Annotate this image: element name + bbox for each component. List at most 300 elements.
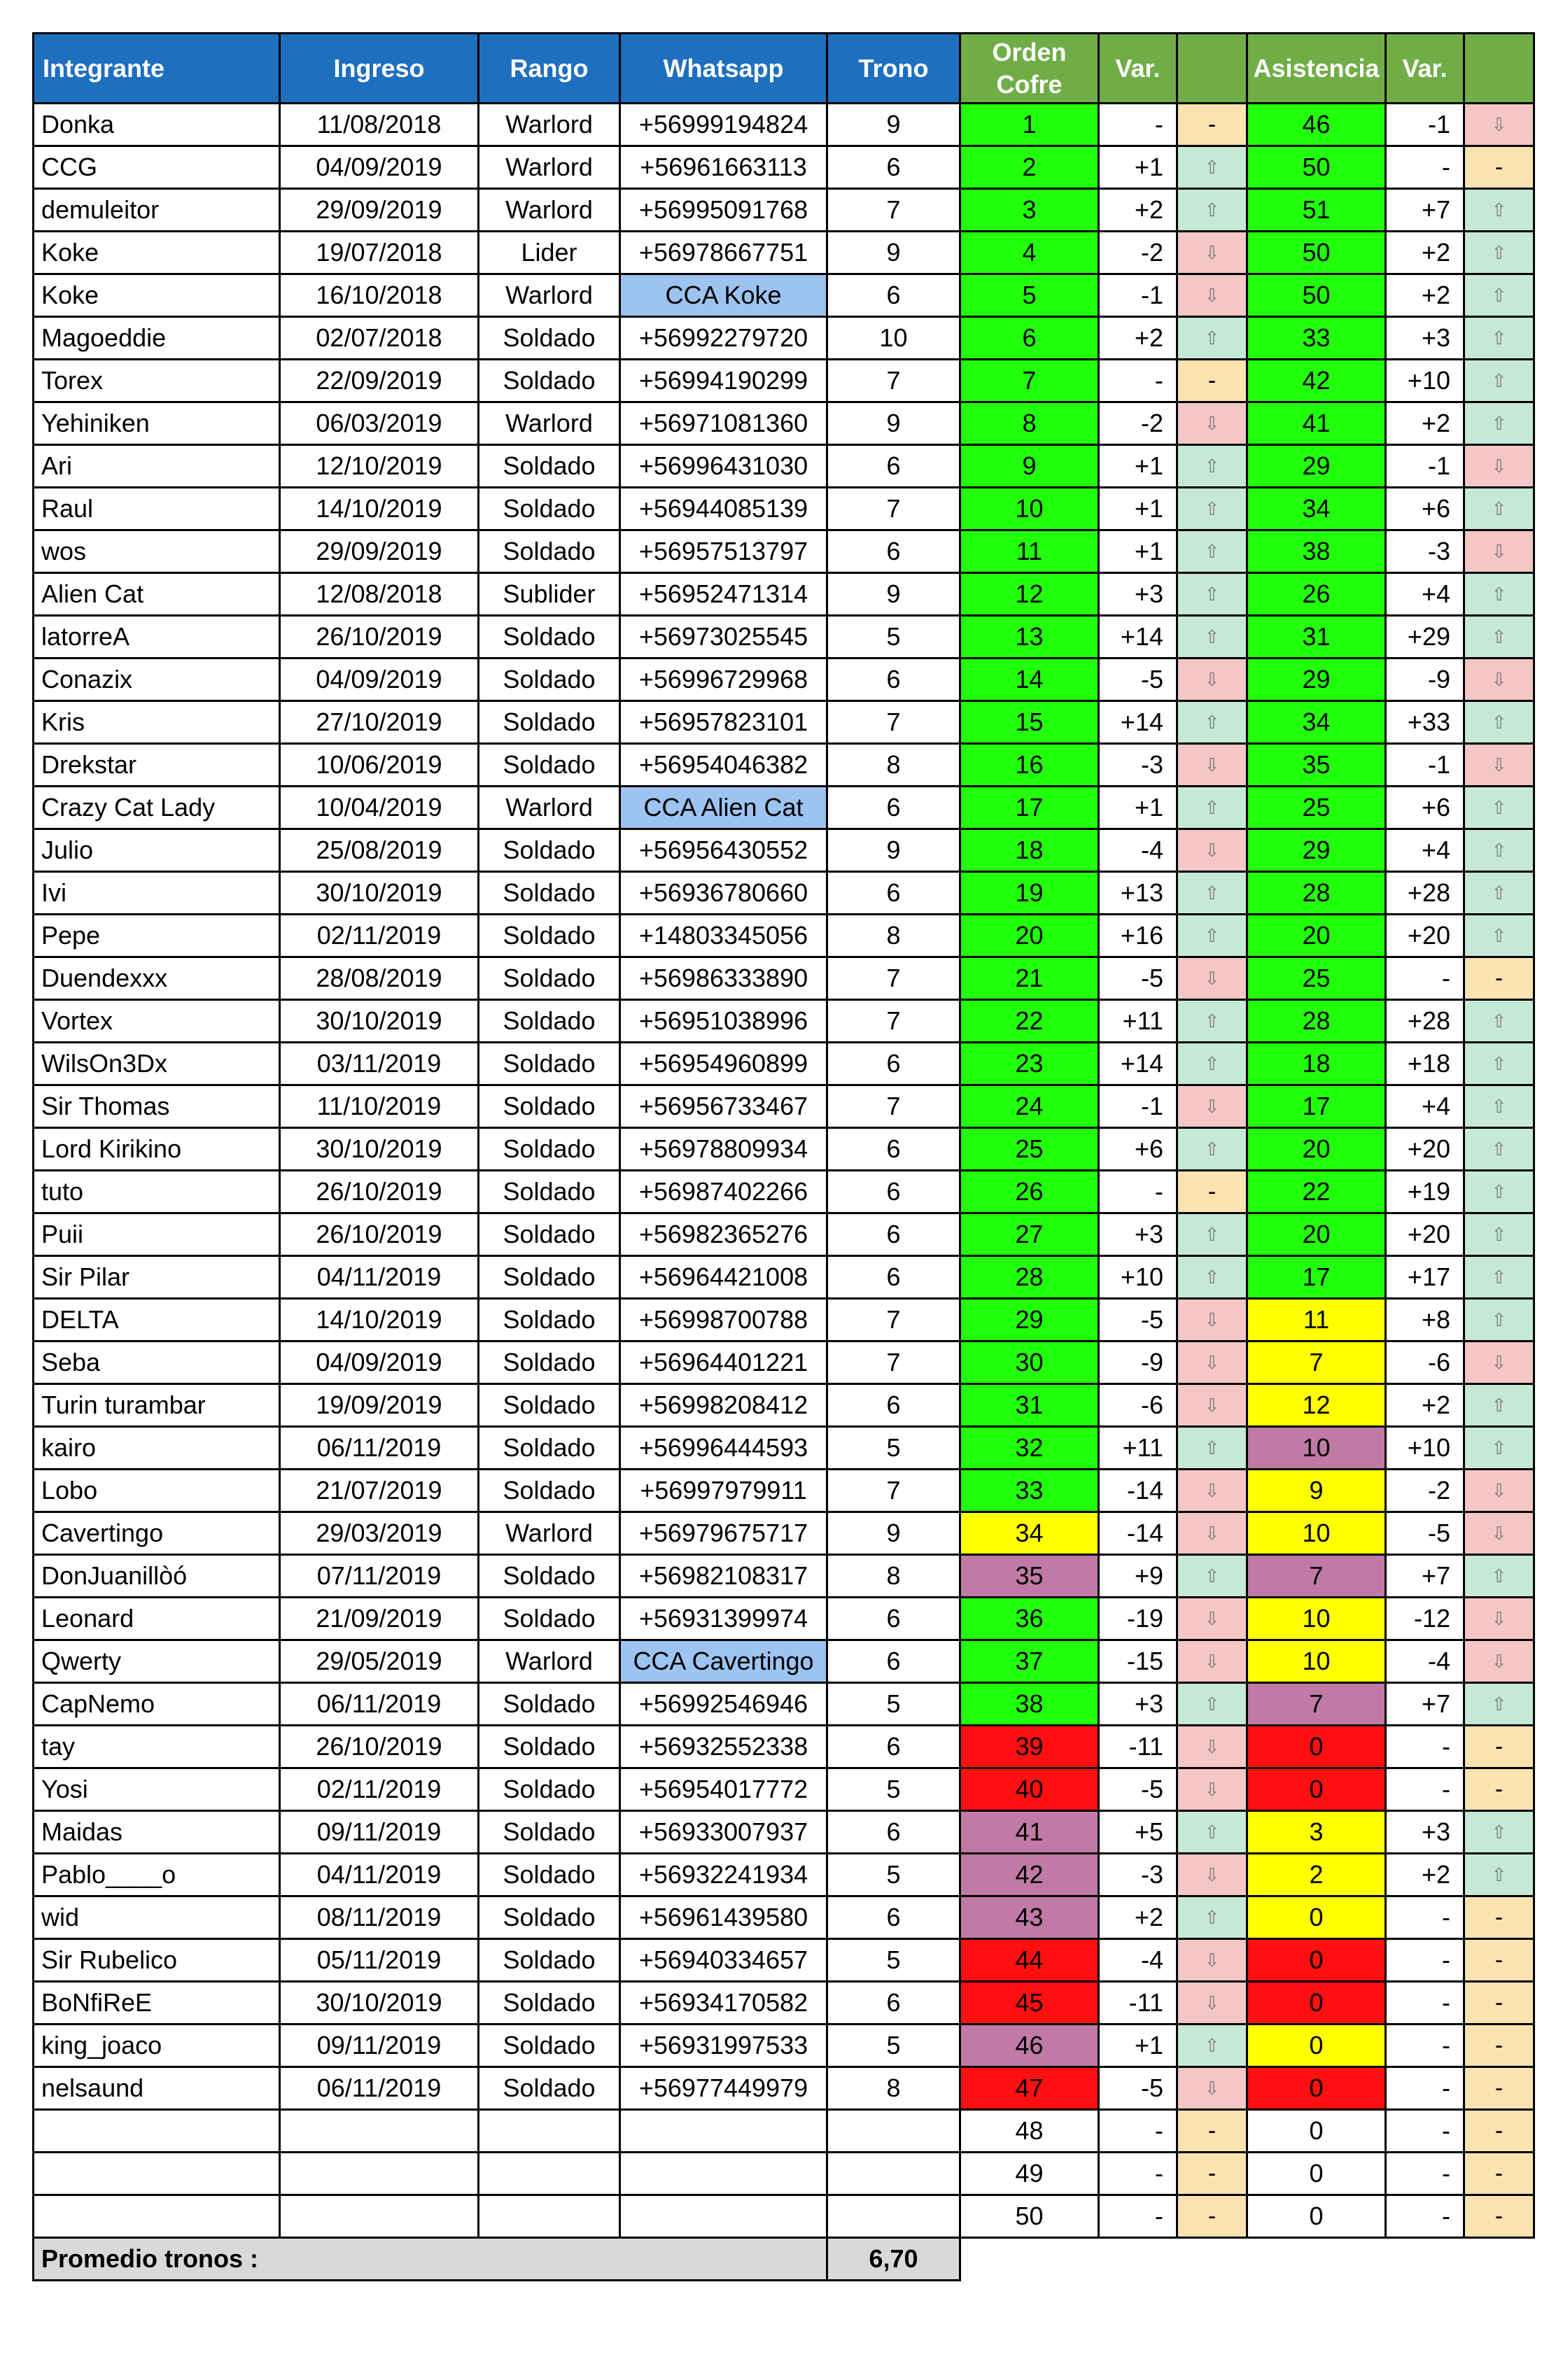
arrow-asistencia-cell[interactable] [1464, 616, 1534, 659]
asistencia-cell[interactable]: 11 [1247, 1299, 1386, 1342]
whatsapp-cell[interactable]: +56995091768 [620, 189, 827, 232]
whatsapp-cell[interactable]: +56992546946 [620, 1683, 827, 1726]
var-orden-cell[interactable]: -5 [1099, 659, 1177, 701]
asistencia-cell[interactable]: 41 [1247, 402, 1386, 445]
orden-cofre-cell[interactable]: 22 [960, 1000, 1099, 1043]
arrow-asistencia-cell[interactable] [1464, 1384, 1534, 1427]
table-row[interactable] [34, 1512, 1534, 1555]
orden-cofre-cell[interactable]: 4 [960, 232, 1099, 274]
rango-cell[interactable]: Soldado [479, 488, 620, 530]
whatsapp-cell[interactable]: +56982365276 [620, 1213, 827, 1256]
asistencia-cell[interactable]: 18 [1247, 1043, 1386, 1085]
arrow-orden-cell[interactable] [1177, 1342, 1247, 1384]
arrow-asistencia-cell[interactable] [1464, 744, 1534, 787]
table-row[interactable] [34, 274, 1534, 317]
orden-cofre-cell[interactable]: 3 [960, 189, 1099, 232]
var-asistencia-cell[interactable]: +2 [1386, 274, 1464, 317]
arrow-orden-cell[interactable] [1177, 1043, 1247, 1085]
arrow-asistencia-cell[interactable] [1464, 402, 1534, 445]
rango-cell[interactable] [479, 2110, 620, 2153]
arrow-asistencia-cell[interactable] [1464, 232, 1534, 274]
trono-cell[interactable]: 7 [827, 701, 960, 744]
whatsapp-cell[interactable]: +56936780660 [620, 872, 827, 915]
var-asistencia-cell[interactable]: +28 [1386, 1000, 1464, 1043]
trono-cell[interactable]: 7 [827, 360, 960, 402]
table-row[interactable] [34, 1213, 1534, 1256]
rango-cell[interactable]: Soldado [479, 1939, 620, 1982]
orden-cofre-cell[interactable]: 6 [960, 317, 1099, 360]
var-orden-cell[interactable]: +6 [1099, 1128, 1177, 1171]
var-orden-cell[interactable]: -6 [1099, 1384, 1177, 1427]
table-row[interactable] [34, 1982, 1534, 2025]
whatsapp-cell[interactable]: +56994190299 [620, 360, 827, 402]
ingreso-cell[interactable]: 28/08/2019 [280, 957, 479, 1000]
whatsapp-cell[interactable]: +56954046382 [620, 744, 827, 787]
var-asistencia-cell[interactable]: -1 [1386, 445, 1464, 488]
whatsapp-cell[interactable]: +56944085139 [620, 488, 827, 530]
asistencia-cell[interactable]: 0 [1247, 2110, 1386, 2153]
rango-cell[interactable]: Soldado [479, 1085, 620, 1128]
var-asistencia-cell[interactable]: - [1386, 2110, 1464, 2153]
asistencia-cell[interactable]: 10 [1247, 1512, 1386, 1555]
whatsapp-cell[interactable]: +56934170582 [620, 1982, 827, 2025]
whatsapp-cell[interactable]: +56978667751 [620, 232, 827, 274]
var-orden-cell[interactable]: -19 [1099, 1598, 1177, 1640]
var-asistencia-cell[interactable]: - [1386, 1896, 1464, 1939]
arrow-orden-cell[interactable] [1177, 2153, 1247, 2195]
table-row[interactable] [34, 1768, 1534, 1811]
ingreso-cell[interactable]: 26/10/2019 [280, 1171, 479, 1213]
table-row[interactable] [34, 872, 1534, 915]
trono-cell[interactable]: 6 [827, 1726, 960, 1768]
table-row[interactable] [34, 744, 1534, 787]
trono-cell[interactable]: 6 [827, 1213, 960, 1256]
whatsapp-cell[interactable]: +56986333890 [620, 957, 827, 1000]
asistencia-cell[interactable]: 28 [1247, 1000, 1386, 1043]
member-name-cell[interactable]: Maidas [34, 1811, 280, 1854]
member-name-cell[interactable]: tay [34, 1726, 280, 1768]
asistencia-cell[interactable]: 0 [1247, 2153, 1386, 2195]
var-asistencia-cell[interactable]: +4 [1386, 1085, 1464, 1128]
var-orden-cell[interactable]: -14 [1099, 1512, 1177, 1555]
trono-cell[interactable]: 6 [827, 146, 960, 189]
whatsapp-cell[interactable]: +56998208412 [620, 1384, 827, 1427]
trono-cell[interactable]: 5 [827, 1854, 960, 1896]
arrow-orden-cell[interactable] [1177, 360, 1247, 402]
orden-cofre-cell[interactable]: 1 [960, 104, 1099, 146]
asistencia-cell[interactable]: 42 [1247, 360, 1386, 402]
orden-cofre-cell[interactable]: 38 [960, 1683, 1099, 1726]
orden-cofre-cell[interactable]: 16 [960, 744, 1099, 787]
asistencia-cell[interactable]: 9 [1247, 1470, 1386, 1512]
rango-cell[interactable]: Soldado [479, 317, 620, 360]
rango-cell[interactable]: Warlord [479, 189, 620, 232]
asistencia-cell[interactable]: 46 [1247, 104, 1386, 146]
ingreso-cell[interactable]: 26/10/2019 [280, 616, 479, 659]
trono-cell[interactable]: 9 [827, 829, 960, 872]
member-name-cell[interactable]: Cavertingo [34, 1512, 280, 1555]
arrow-asistencia-cell[interactable] [1464, 1555, 1534, 1598]
ingreso-cell[interactable]: 26/10/2019 [280, 1213, 479, 1256]
orden-cofre-cell[interactable]: 29 [960, 1299, 1099, 1342]
table-row[interactable] [34, 2195, 1534, 2238]
ingreso-cell[interactable]: 09/11/2019 [280, 2025, 479, 2067]
member-name-cell[interactable]: wid [34, 1896, 280, 1939]
member-name-cell[interactable]: DonJuanillòó [34, 1555, 280, 1598]
whatsapp-cell[interactable]: +56992279720 [620, 317, 827, 360]
var-asistencia-cell[interactable]: +20 [1386, 915, 1464, 957]
whatsapp-cell[interactable]: +56956430552 [620, 829, 827, 872]
whatsapp-cell[interactable]: +56961663113 [620, 146, 827, 189]
arrow-asistencia-cell[interactable] [1464, 1043, 1534, 1085]
rango-cell[interactable]: Soldado [479, 1043, 620, 1085]
var-orden-cell[interactable]: +3 [1099, 573, 1177, 616]
arrow-asistencia-cell[interactable] [1464, 829, 1534, 872]
arrow-asistencia-cell[interactable] [1464, 488, 1534, 530]
arrow-asistencia-cell[interactable] [1464, 1512, 1534, 1555]
asistencia-cell[interactable]: 10 [1247, 1427, 1386, 1470]
asistencia-cell[interactable]: 10 [1247, 1598, 1386, 1640]
var-asistencia-cell[interactable]: - [1386, 1939, 1464, 1982]
var-asistencia-cell[interactable]: - [1386, 146, 1464, 189]
var-asistencia-cell[interactable]: +2 [1386, 232, 1464, 274]
rango-cell[interactable]: Lider [479, 232, 620, 274]
member-name-cell[interactable]: Sir Pilar [34, 1256, 280, 1299]
trono-cell[interactable]: 6 [827, 1982, 960, 2025]
arrow-asistencia-cell[interactable] [1464, 1854, 1534, 1896]
arrow-asistencia-cell[interactable] [1464, 701, 1534, 744]
var-asistencia-cell[interactable]: +29 [1386, 616, 1464, 659]
trono-cell[interactable]: 6 [827, 1043, 960, 1085]
whatsapp-cell[interactable]: +56954960899 [620, 1043, 827, 1085]
var-asistencia-cell[interactable]: -1 [1386, 744, 1464, 787]
member-name-cell[interactable]: Leonard [34, 1598, 280, 1640]
table-row[interactable] [34, 1384, 1534, 1427]
member-name-cell[interactable]: king_joaco [34, 2025, 280, 2067]
table-row[interactable] [34, 488, 1534, 530]
orden-cofre-cell[interactable]: 44 [960, 1939, 1099, 1982]
member-name-cell[interactable]: Koke [34, 232, 280, 274]
var-asistencia-cell[interactable]: +19 [1386, 1171, 1464, 1213]
arrow-orden-cell[interactable] [1177, 1085, 1247, 1128]
member-name-cell[interactable] [34, 2153, 280, 2195]
ingreso-cell[interactable]: 10/06/2019 [280, 744, 479, 787]
table-row[interactable] [34, 1854, 1534, 1896]
table-row[interactable] [34, 1896, 1534, 1939]
whatsapp-cell[interactable]: +14803345056 [620, 915, 827, 957]
arrow-asistencia-cell[interactable] [1464, 1085, 1534, 1128]
trono-cell[interactable]: 6 [827, 787, 960, 829]
arrow-orden-cell[interactable] [1177, 1768, 1247, 1811]
arrow-orden-cell[interactable] [1177, 1598, 1247, 1640]
var-orden-cell[interactable]: +9 [1099, 1555, 1177, 1598]
ingreso-cell[interactable] [280, 2195, 479, 2238]
asistencia-cell[interactable]: 0 [1247, 1726, 1386, 1768]
arrow-asistencia-cell[interactable] [1464, 360, 1534, 402]
member-name-cell[interactable]: DELTA [34, 1299, 280, 1342]
orden-cofre-cell[interactable]: 40 [960, 1768, 1099, 1811]
arrow-orden-cell[interactable] [1177, 189, 1247, 232]
arrow-orden-cell[interactable] [1177, 274, 1247, 317]
var-orden-cell[interactable]: +1 [1099, 445, 1177, 488]
trono-cell[interactable]: 5 [827, 2025, 960, 2067]
ingreso-cell[interactable]: 30/10/2019 [280, 872, 479, 915]
orden-cofre-cell[interactable]: 33 [960, 1470, 1099, 1512]
asistencia-cell[interactable]: 28 [1247, 872, 1386, 915]
member-name-cell[interactable]: Duendexxx [34, 957, 280, 1000]
var-asistencia-cell[interactable]: - [1386, 1768, 1464, 1811]
var-asistencia-cell[interactable]: - [1386, 1982, 1464, 2025]
rango-cell[interactable]: Soldado [479, 1896, 620, 1939]
ingreso-cell[interactable]: 29/03/2019 [280, 1512, 479, 1555]
trono-cell[interactable]: 7 [827, 1299, 960, 1342]
arrow-asistencia-cell[interactable] [1464, 2195, 1534, 2238]
asistencia-cell[interactable]: 3 [1247, 1811, 1386, 1854]
arrow-asistencia-cell[interactable] [1464, 1896, 1534, 1939]
rango-cell[interactable]: Soldado [479, 1128, 620, 1171]
arrow-asistencia-cell[interactable] [1464, 659, 1534, 701]
var-orden-cell[interactable]: - [1099, 1171, 1177, 1213]
var-orden-cell[interactable]: -4 [1099, 1939, 1177, 1982]
var-orden-cell[interactable]: +11 [1099, 1427, 1177, 1470]
orden-cofre-cell[interactable]: 15 [960, 701, 1099, 744]
ingreso-cell[interactable] [280, 2110, 479, 2153]
arrow-orden-cell[interactable] [1177, 915, 1247, 957]
var-asistencia-cell[interactable]: -5 [1386, 1512, 1464, 1555]
member-name-cell[interactable]: Sir Rubelico [34, 1939, 280, 1982]
rango-cell[interactable]: Warlord [479, 1640, 620, 1683]
whatsapp-cell[interactable]: +56932241934 [620, 1854, 827, 1896]
asistencia-cell[interactable]: 34 [1247, 701, 1386, 744]
whatsapp-cell[interactable]: +56957513797 [620, 530, 827, 573]
table-row[interactable] [34, 701, 1534, 744]
orden-cofre-cell[interactable]: 49 [960, 2153, 1099, 2195]
trono-cell[interactable]: 7 [827, 488, 960, 530]
arrow-asistencia-cell[interactable] [1464, 573, 1534, 616]
var-asistencia-cell[interactable]: +2 [1386, 1854, 1464, 1896]
arrow-asistencia-cell[interactable] [1464, 1598, 1534, 1640]
trono-cell[interactable]: 7 [827, 189, 960, 232]
whatsapp-cell[interactable]: +56931997533 [620, 2025, 827, 2067]
var-asistencia-cell[interactable]: -3 [1386, 530, 1464, 573]
arrow-asistencia-cell[interactable] [1464, 1683, 1534, 1726]
table-row[interactable] [34, 232, 1534, 274]
whatsapp-cell[interactable]: +56964401221 [620, 1342, 827, 1384]
orden-cofre-cell[interactable]: 32 [960, 1427, 1099, 1470]
trono-cell[interactable]: 9 [827, 573, 960, 616]
member-name-cell[interactable] [34, 2110, 280, 2153]
arrow-orden-cell[interactable] [1177, 957, 1247, 1000]
asistencia-cell[interactable]: 31 [1247, 616, 1386, 659]
asistencia-cell[interactable]: 17 [1247, 1085, 1386, 1128]
asistencia-cell[interactable]: 34 [1247, 488, 1386, 530]
var-orden-cell[interactable]: +1 [1099, 2025, 1177, 2067]
var-orden-cell[interactable]: +2 [1099, 317, 1177, 360]
var-orden-cell[interactable]: +1 [1099, 146, 1177, 189]
trono-cell[interactable]: 5 [827, 1683, 960, 1726]
member-name-cell[interactable]: Puii [34, 1213, 280, 1256]
member-name-cell[interactable]: Julio [34, 829, 280, 872]
asistencia-cell[interactable]: 0 [1247, 2025, 1386, 2067]
member-name-cell[interactable]: Lord Kirikino [34, 1128, 280, 1171]
orden-cofre-cell[interactable]: 12 [960, 573, 1099, 616]
var-orden-cell[interactable]: -3 [1099, 1854, 1177, 1896]
member-name-cell[interactable]: kairo [34, 1427, 280, 1470]
orden-cofre-cell[interactable]: 35 [960, 1555, 1099, 1598]
ingreso-cell[interactable]: 04/11/2019 [280, 1854, 479, 1896]
trono-cell[interactable]: 8 [827, 1555, 960, 1598]
arrow-orden-cell[interactable] [1177, 2025, 1247, 2067]
whatsapp-cell[interactable] [620, 2153, 827, 2195]
orden-cofre-cell[interactable]: 14 [960, 659, 1099, 701]
asistencia-cell[interactable]: 0 [1247, 1896, 1386, 1939]
arrow-orden-cell[interactable] [1177, 1726, 1247, 1768]
asistencia-cell[interactable]: 10 [1247, 1640, 1386, 1683]
var-orden-cell[interactable]: +1 [1099, 530, 1177, 573]
whatsapp-cell[interactable]: +56996444593 [620, 1427, 827, 1470]
member-name-cell[interactable]: nelsaund [34, 2067, 280, 2110]
asistencia-cell[interactable]: 0 [1247, 1982, 1386, 2025]
member-name-cell[interactable]: Pablo____o [34, 1854, 280, 1896]
trono-cell[interactable]: 6 [827, 1128, 960, 1171]
trono-cell[interactable]: 6 [827, 1811, 960, 1854]
trono-cell[interactable]: 6 [827, 659, 960, 701]
arrow-orden-cell[interactable] [1177, 445, 1247, 488]
rango-cell[interactable]: Soldado [479, 1982, 620, 2025]
var-orden-cell[interactable]: - [1099, 2195, 1177, 2238]
member-name-cell[interactable]: CapNemo [34, 1683, 280, 1726]
arrow-orden-cell[interactable] [1177, 2067, 1247, 2110]
orden-cofre-cell[interactable]: 10 [960, 488, 1099, 530]
rango-cell[interactable]: Soldado [479, 2025, 620, 2067]
ingreso-cell[interactable]: 22/09/2019 [280, 360, 479, 402]
member-name-cell[interactable]: wos [34, 530, 280, 573]
rango-cell[interactable]: Soldado [479, 1342, 620, 1384]
rango-cell[interactable]: Soldado [479, 701, 620, 744]
var-orden-cell[interactable]: -4 [1099, 829, 1177, 872]
table-row[interactable] [34, 1299, 1534, 1342]
arrow-asistencia-cell[interactable] [1464, 872, 1534, 915]
rango-cell[interactable]: Soldado [479, 1213, 620, 1256]
rango-cell[interactable]: Soldado [479, 1384, 620, 1427]
whatsapp-cell[interactable]: +56996431030 [620, 445, 827, 488]
var-asistencia-cell[interactable]: - [1386, 2067, 1464, 2110]
ingreso-cell[interactable]: 06/03/2019 [280, 402, 479, 445]
rango-cell[interactable]: Soldado [479, 2067, 620, 2110]
rango-cell[interactable]: Warlord [479, 104, 620, 146]
ingreso-cell[interactable]: 14/10/2019 [280, 1299, 479, 1342]
table-row[interactable] [34, 104, 1534, 146]
table-row[interactable] [34, 2025, 1534, 2067]
arrow-asistencia-cell[interactable] [1464, 2025, 1534, 2067]
trono-cell[interactable]: 7 [827, 1470, 960, 1512]
ingreso-cell[interactable]: 02/07/2018 [280, 317, 479, 360]
table-row[interactable] [34, 445, 1534, 488]
trono-cell[interactable]: 6 [827, 445, 960, 488]
var-orden-cell[interactable]: -5 [1099, 1768, 1177, 1811]
table-row[interactable] [34, 1939, 1534, 1982]
member-name-cell[interactable]: Koke [34, 274, 280, 317]
rango-cell[interactable]: Soldado [479, 1854, 620, 1896]
member-name-cell[interactable]: Ari [34, 445, 280, 488]
member-name-cell[interactable]: Magoeddie [34, 317, 280, 360]
arrow-asistencia-cell[interactable] [1464, 1470, 1534, 1512]
whatsapp-cell[interactable] [620, 2110, 827, 2153]
trono-cell[interactable]: 7 [827, 957, 960, 1000]
table-row[interactable] [34, 1598, 1534, 1640]
trono-cell[interactable]: 7 [827, 1000, 960, 1043]
whatsapp-cell[interactable]: +56961439580 [620, 1896, 827, 1939]
member-name-cell[interactable] [34, 2195, 280, 2238]
rango-cell[interactable]: Soldado [479, 616, 620, 659]
var-orden-cell[interactable]: -5 [1099, 957, 1177, 1000]
member-name-cell[interactable]: Conazix [34, 659, 280, 701]
trono-cell[interactable]: 6 [827, 1171, 960, 1213]
rango-cell[interactable]: Soldado [479, 659, 620, 701]
var-orden-cell[interactable]: +2 [1099, 189, 1177, 232]
rango-cell[interactable]: Soldado [479, 957, 620, 1000]
var-asistencia-cell[interactable]: +6 [1386, 787, 1464, 829]
asistencia-cell[interactable]: 7 [1247, 1555, 1386, 1598]
var-orden-cell[interactable]: -5 [1099, 2067, 1177, 2110]
arrow-asistencia-cell[interactable] [1464, 1939, 1534, 1982]
var-orden-cell[interactable]: -3 [1099, 744, 1177, 787]
ingreso-cell[interactable]: 06/11/2019 [280, 1427, 479, 1470]
table-row[interactable] [34, 530, 1534, 573]
asistencia-cell[interactable]: 26 [1247, 573, 1386, 616]
rango-cell[interactable] [479, 2153, 620, 2195]
asistencia-cell[interactable]: 25 [1247, 957, 1386, 1000]
asistencia-cell[interactable]: 7 [1247, 1342, 1386, 1384]
table-row[interactable] [34, 1342, 1534, 1384]
arrow-asistencia-cell[interactable] [1464, 787, 1534, 829]
orden-cofre-cell[interactable]: 43 [960, 1896, 1099, 1939]
arrow-asistencia-cell[interactable] [1464, 1811, 1534, 1854]
orden-cofre-cell[interactable]: 36 [960, 1598, 1099, 1640]
var-asistencia-cell[interactable]: +7 [1386, 189, 1464, 232]
member-name-cell[interactable]: Yehiniken [34, 402, 280, 445]
arrow-asistencia-cell[interactable] [1464, 1640, 1534, 1683]
rango-cell[interactable]: Soldado [479, 1683, 620, 1726]
trono-cell[interactable]: 7 [827, 1085, 960, 1128]
table-row[interactable] [34, 2067, 1534, 2110]
trono-cell[interactable]: 8 [827, 915, 960, 957]
var-orden-cell[interactable]: - [1099, 360, 1177, 402]
ingreso-cell[interactable]: 06/11/2019 [280, 1683, 479, 1726]
var-asistencia-cell[interactable]: -9 [1386, 659, 1464, 701]
ingreso-cell[interactable]: 29/05/2019 [280, 1640, 479, 1683]
ingreso-cell[interactable]: 10/04/2019 [280, 787, 479, 829]
orden-cofre-cell[interactable]: 9 [960, 445, 1099, 488]
orden-cofre-cell[interactable]: 17 [960, 787, 1099, 829]
asistencia-cell[interactable]: 38 [1247, 530, 1386, 573]
orden-cofre-cell[interactable]: 45 [960, 1982, 1099, 2025]
var-orden-cell[interactable]: -1 [1099, 274, 1177, 317]
table-row[interactable] [34, 1043, 1534, 1085]
var-orden-cell[interactable]: - [1099, 2110, 1177, 2153]
arrow-asistencia-cell[interactable] [1464, 2067, 1534, 2110]
trono-cell[interactable]: 6 [827, 1598, 960, 1640]
arrow-orden-cell[interactable] [1177, 829, 1247, 872]
var-asistencia-cell[interactable]: +10 [1386, 1427, 1464, 1470]
var-orden-cell[interactable]: -1 [1099, 1085, 1177, 1128]
trono-cell[interactable]: 5 [827, 616, 960, 659]
asistencia-cell[interactable]: 20 [1247, 915, 1386, 957]
var-asistencia-cell[interactable]: +28 [1386, 872, 1464, 915]
arrow-asistencia-cell[interactable] [1464, 317, 1534, 360]
var-asistencia-cell[interactable]: +7 [1386, 1555, 1464, 1598]
ingreso-cell[interactable]: 12/08/2018 [280, 573, 479, 616]
